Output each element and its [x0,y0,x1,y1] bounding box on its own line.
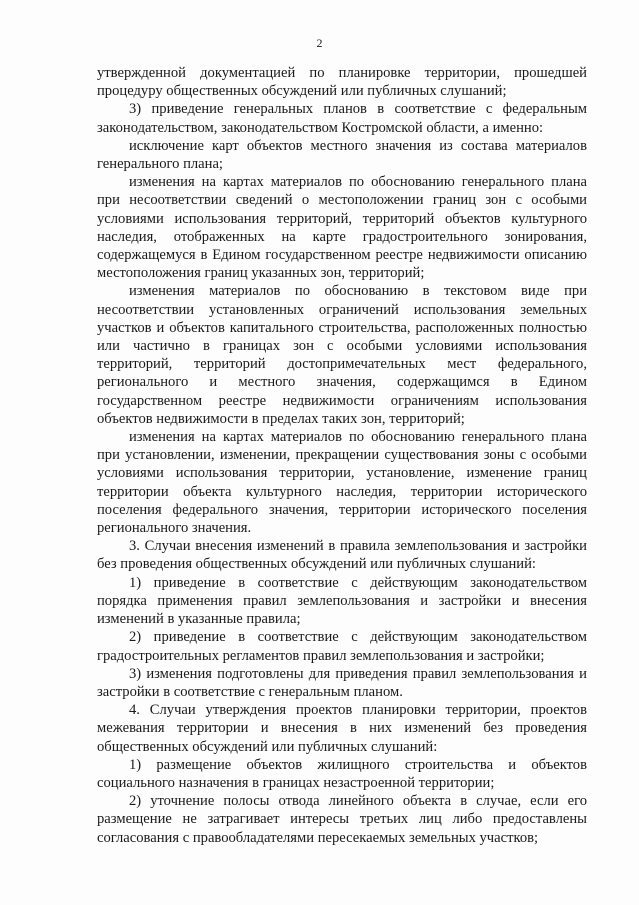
paragraph-map-changes-establishment: изменения на картах материалов по обоснованию генерального плана при установлении, изменении, прекращении существования зоны с особыми условиями использования территории, установление, изменение границ территории объекта культурного наследия, территории исторического поселения федерального значения, территории исторического поселения регионального значения. [97,429,587,537]
paragraph-map-changes-zones: изменения на картах материалов по обоснованию генерального плана при несоответствии сведений о местоположении границ зон с особыми условиями использования территорий, территорий объектов культурного наследия, отображенных на карте градостроительного зонирования, содержащемуся в Едином государственном реестре недвижимости описанию местоположения границ указанных зон, территорий; [97,174,587,282]
paragraph-exclusion-maps: исключение карт объектов местного значения из состава материалов генерального плана; [97,137,587,173]
paragraph-section-4-item-2: 2) уточнение полосы отвода линейного объекта в случае, если его размещение не затрагивает интересы третьих лиц либо предоставлены согласования с правообладателями пересекаемых земельных участков; [97,793,587,846]
paragraph-item-3-general-plans: 3) приведение генеральных планов в соответствие с федеральным законодательством, законодательством Костромской области, а именно: [97,101,587,136]
paragraph-section-4-heading: 4. Случаи утверждения проектов планировки территории, проектов межевания территории и внесения в них изменений без проведения общественных обсуждений или публичных слушаний: [97,702,587,755]
document-body [97,64,587,847]
paragraph-text-materials-changes: изменения материалов по обоснованию в текстовом виде при несоответствии установленных ограничений использования земельных участков и объектов капитального строительства, расположенных полностью или частично в границах зон с особыми условиями использования территорий, территорий достопримечательных мест федерального, регионального и местного значения, содержащимся в Едином государственном реестре недвижимости ограничениям использования объектов недвижимости в пределах таких зон, территорий; [97,283,587,427]
paragraph-section-3-item-3: 3) изменения подготовлены для приведения правил землепользования и застройки в соответствие с генеральным планом. [97,665,587,700]
page-number: 2 [316,36,323,50]
paragraph-section-3-heading: 3. Случаи внесения изменений в правила землепользования и застройки без проведения общественных обсуждений или публичных слушаний: [97,538,587,573]
paragraph-section-4-item-1: 1) размещение объектов жилищного строительства и объектов социального назначения в границах незастроенной территории; [97,756,587,791]
paragraph-section-3-item-2: 2) приведение в соответствие с действующим законодательством градостроительных регламентов правил землепользования и застройки; [97,629,587,664]
paragraph-continuation: утвержденной документацией по планировке территории, прошедшей процедуру общественных обсуждений или публичных слушаний; [97,65,587,100]
paragraph-section-3-item-1: 1) приведение в соответствие с действующим законодательством порядка применения правил землепользования и застройки и внесения изменений в указанные правила; [97,574,587,628]
